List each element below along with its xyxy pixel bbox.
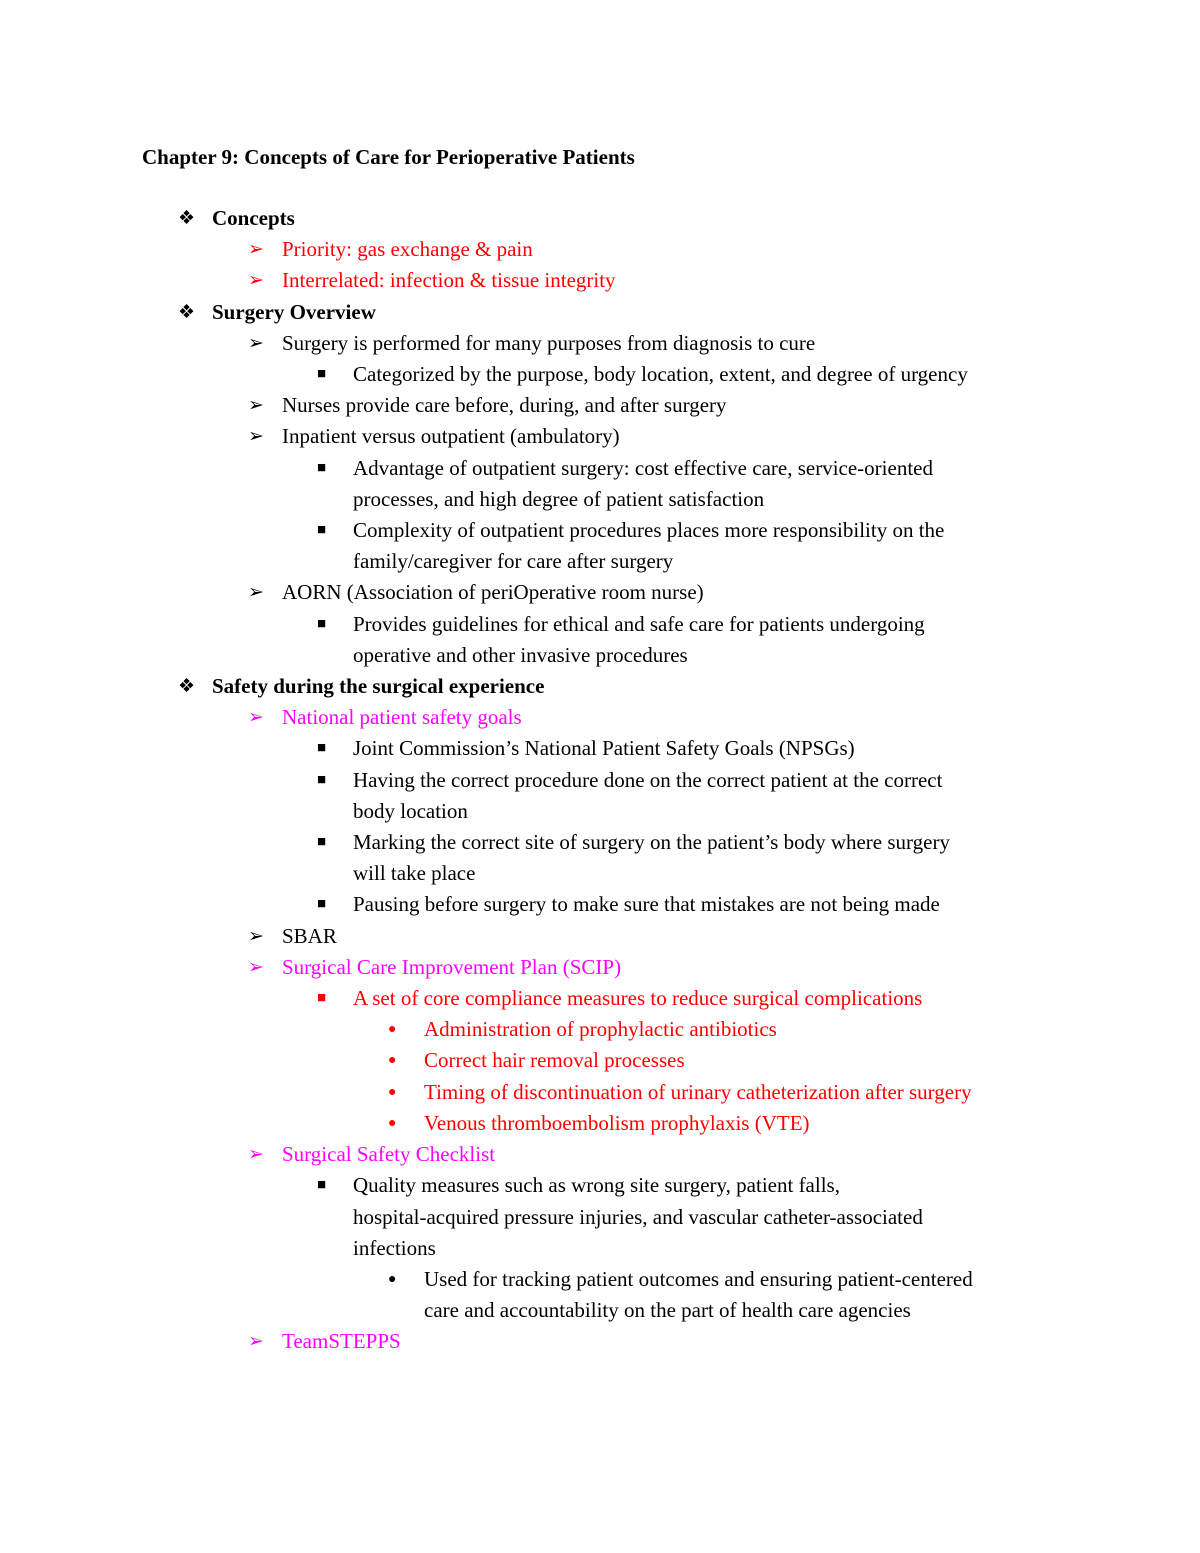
outline-line [0, 1139, 1200, 1170]
outline-line-text: Marking the correct site of surgery on the patient’s body where surgery [353, 830, 950, 855]
outline-line [0, 702, 1200, 733]
outline-line-text: family/caregiver for care after surgery [353, 549, 674, 574]
outline-line-text: Nurses provide care before, during, and after surgery [282, 393, 727, 418]
outline-line-text: Interrelated: infection & tissue integrity [282, 268, 616, 293]
arrowhead-bullet-icon: ➢ [248, 239, 264, 261]
outline-line [0, 484, 1200, 515]
outline-line [0, 265, 1200, 296]
outline-line [0, 1077, 1200, 1108]
outline-line [0, 297, 1200, 328]
outline-line-text: A set of core compliance measures to reduce surgical complications [353, 986, 923, 1011]
outline-line-text: Having the correct procedure done on the correct patient at the correct [353, 767, 943, 792]
outline-line [0, 421, 1200, 452]
outline-line-text: Used for tracking patient outcomes and ensuring patient-centered [424, 1266, 973, 1291]
outline-line-text: will take place [353, 861, 476, 886]
outline-line-text: Correct hair removal processes [424, 1048, 685, 1073]
outline-line [0, 1202, 1200, 1233]
outline-line [0, 1233, 1200, 1264]
outline-line-text: Surgical Care Improvement Plan (SCIP) [282, 954, 622, 979]
arrowhead-bullet-icon: ➢ [248, 925, 264, 947]
outline-line-text: Provides guidelines for ethical and safe care for patients undergoing [353, 611, 925, 636]
outline-line [0, 1170, 1200, 1201]
diamond-bullet-icon: ❖ [178, 208, 196, 229]
outline-line-text: Inpatient versus outpatient (ambulatory) [282, 424, 620, 449]
outline-line [0, 733, 1200, 764]
outline-line [0, 1045, 1200, 1076]
square-bullet-icon: ■ [317, 366, 327, 383]
arrowhead-bullet-icon: ➢ [248, 1144, 264, 1166]
outline-line-text: Advantage of outpatient surgery: cost effective care, service-oriented [353, 455, 933, 480]
outline-line-text: National patient safety goals [282, 705, 522, 730]
outline-line-text: Priority: gas exchange & pain [282, 237, 533, 262]
circle-bullet-icon: ● [388, 1115, 397, 1131]
circle-bullet-icon: ● [388, 1053, 397, 1069]
diamond-bullet-icon: ❖ [178, 301, 196, 323]
outline-line [0, 1014, 1200, 1045]
square-bullet-icon: ■ [317, 740, 327, 757]
outline-line [0, 546, 1200, 577]
outline-line [0, 515, 1200, 546]
diamond-bullet-icon: ❖ [178, 676, 196, 698]
outline-line [0, 796, 1200, 827]
outline-line [0, 671, 1200, 702]
square-bullet-icon: ■ [317, 522, 327, 539]
document-title: Chapter 9: Concepts of Care for Perioperative Patients [142, 145, 635, 169]
outline-line [0, 1326, 1200, 1357]
outline-line [0, 921, 1200, 952]
outline-line-text: Complexity of outpatient procedures places more responsibility on the [353, 518, 945, 543]
outline-line [0, 577, 1200, 608]
outline-line [0, 983, 1200, 1014]
arrowhead-bullet-icon: ➢ [248, 395, 264, 417]
outline-line [0, 858, 1200, 889]
outline-line-text: processes, and high degree of patient satisfaction [353, 486, 765, 511]
outline-list [0, 203, 1200, 1358]
square-bullet-icon: ■ [317, 615, 327, 632]
outline-line [0, 609, 1200, 640]
outline-line-text: operative and other invasive procedures [353, 642, 688, 667]
outline-line-text: Administration of prophylactic antibiotics [424, 1017, 777, 1042]
arrowhead-bullet-icon: ➢ [248, 956, 264, 978]
circle-bullet-icon: ● [388, 1022, 397, 1038]
outline-line [0, 359, 1200, 390]
outline-line-text: hospital-acquired pressure injuries, and vascular catheter-associated [353, 1204, 923, 1229]
square-bullet-icon: ■ [317, 1177, 327, 1194]
arrowhead-bullet-icon: ➢ [248, 270, 264, 292]
square-bullet-icon: ■ [317, 990, 327, 1007]
outline-line [0, 234, 1200, 265]
outline-line [0, 453, 1200, 484]
outline-line-text: TeamSTEPPS [282, 1329, 401, 1354]
outline-line [0, 328, 1200, 359]
outline-line-text: care and accountability on the part of health care agencies [424, 1298, 911, 1323]
outline-line-text: Pausing before surgery to make sure that mistakes are not being made [353, 892, 940, 917]
outline-line-text: Categorized by the purpose, body location, extent, and degree of urgency [353, 362, 968, 387]
outline-line [0, 1264, 1200, 1295]
outline-line [0, 640, 1200, 671]
outline-line [0, 1295, 1200, 1326]
circle-bullet-icon: ● [388, 1271, 397, 1287]
outline-line-text: SBAR [282, 923, 337, 948]
arrowhead-bullet-icon: ➢ [248, 332, 264, 354]
outline-line-text: Surgery is performed for many purposes from diagnosis to cure [282, 330, 816, 355]
square-bullet-icon: ■ [317, 896, 327, 913]
outline-line [0, 765, 1200, 796]
outline-line-text: Quality measures such as wrong site surgery, patient falls, [353, 1173, 840, 1198]
outline-line [0, 889, 1200, 920]
outline-line [0, 390, 1200, 421]
outline-line [0, 203, 1200, 234]
outline-line-text: Timing of discontinuation of urinary catheterization after surgery [424, 1079, 972, 1104]
outline-line-text: Surgery Overview [212, 299, 376, 324]
outline-line-text: Concepts [212, 206, 295, 230]
arrowhead-bullet-icon: ➢ [248, 426, 264, 448]
arrowhead-bullet-icon: ➢ [248, 582, 264, 604]
circle-bullet-icon: ● [388, 1084, 397, 1100]
outline-line-text: Venous thromboembolism prophylaxis (VTE) [424, 1110, 810, 1135]
square-bullet-icon: ■ [317, 459, 327, 476]
square-bullet-icon: ■ [317, 771, 327, 788]
arrowhead-bullet-icon: ➢ [248, 707, 264, 729]
outline-line [0, 827, 1200, 858]
outline-line-text: body location [353, 798, 468, 823]
outline-line-text: Safety during the surgical experience [212, 674, 545, 699]
outline-line [0, 952, 1200, 983]
outline-line-text: Surgical Safety Checklist [282, 1142, 496, 1167]
outline-line [0, 1108, 1200, 1139]
arrowhead-bullet-icon: ➢ [248, 1331, 264, 1353]
outline-line-text: Joint Commission’s National Patient Safety Goals (NPSGs) [353, 736, 855, 761]
outline-line-text: AORN (Association of periOperative room nurse) [282, 580, 704, 605]
outline-line-text: infections [353, 1235, 436, 1260]
square-bullet-icon: ■ [317, 834, 327, 851]
